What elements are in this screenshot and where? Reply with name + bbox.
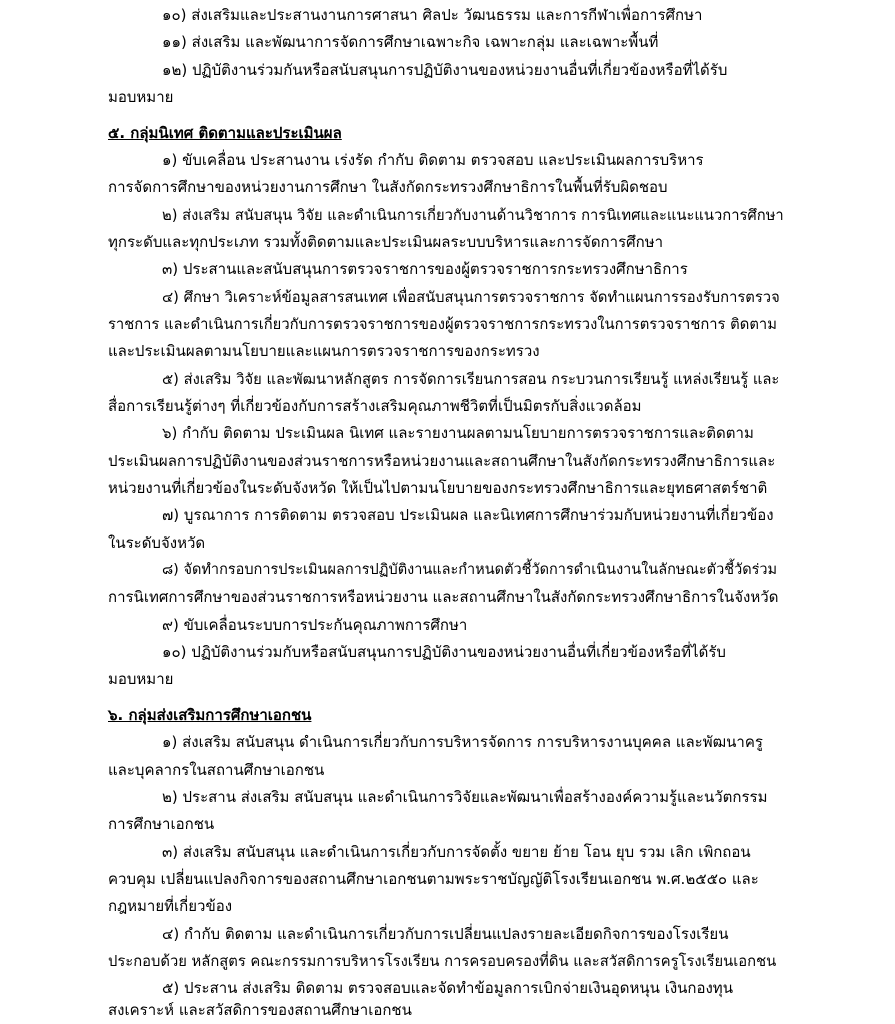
list-item-continuation: กฎหมายที่เกี่ยวข้อง bbox=[108, 897, 233, 915]
section-heading: ๕. กลุ่มนิเทศ ติดตามและประเมินผล bbox=[108, 124, 342, 142]
list-item: ๓) ส่งเสริม สนับสนุน และดำเนินการเกี่ยวกับการจัดตั้ง ขยาย ย้าย โอน ยุบ รวม เลิก เพิกถอน bbox=[162, 843, 751, 861]
list-item: ๔) กำกับ ติดตาม และดำเนินการเกี่ยวกับการเปลี่ยนแปลงรายละเอียดกิจการของโรงเรียน bbox=[162, 925, 729, 943]
list-item-continuation: ในระดับจังหวัด bbox=[108, 534, 206, 552]
list-item: ๕) ส่งเสริม วิจัย และพัฒนาหลักสูตร การจัดการเรียนการสอน กระบวนการเรียนรู้ แหล่งเรียนรู้ และ bbox=[162, 371, 780, 388]
list-item: ๑๐) ส่งเสริมและประสานงานการศาสนา ศิลปะ วัฒนธรรม และการกีฬาเพื่อการศึกษา bbox=[162, 6, 703, 24]
list-item-continuation: หน่วยงานที่เกี่ยวข้องในระดับจังหวัด ให้เป็นไปตามนโยบายของกระทรวงศึกษาธิการและยุทธศาสตร์ชาติ bbox=[108, 479, 768, 497]
list-item-continuation: ควบคุม เปลี่ยนแปลงกิจการของสถานศึกษาเอกชนตามพระราชบัญญัติโรงเรียนเอกชน พ.ศ.๒๕๕๐ และ bbox=[108, 870, 759, 888]
list-item-continuation: ทุกระดับและทุกประเภท รวมทั้งติดตามและประเมินผลระบบบริหารและการจัดการศึกษา bbox=[108, 233, 664, 251]
list-item-continuation: และประเมินผลตามนโยบายและแผนการตรวจราชการของกระทรวง bbox=[108, 342, 540, 360]
list-item: ๑๒) ปฏิบัติงานร่วมกันหรือสนับสนุนการปฏิบัติงานของหน่วยงานอื่นที่เกี่ยวข้องหรือที่ได้รับ bbox=[162, 61, 728, 79]
list-item: ๘) จัดทำกรอบการประเมินผลการปฏิบัติงานและกำหนดตัวชี้วัดการดำเนินงานในลักษณะตัวชี้วัดร่วม bbox=[162, 562, 778, 578]
list-item-continuation: สื่อการเรียนรู้ต่างๆ ที่เกี่ยวข้องกับการสร้างเสริมคุณภาพชีวิตที่เป็นมิตรกับสิ่งแวดล้อม bbox=[108, 397, 642, 415]
list-item-continuation: มอบหมาย bbox=[108, 88, 174, 106]
list-item: ๙) ขับเคลื่อนระบบการประกันคุณภาพการศึกษา bbox=[162, 616, 468, 634]
list-item: ๒) ประสาน ส่งเสริม สนับสนุน และดำเนินการวิจัยและพัฒนาเพื่อสร้างองค์ความรู้และนวัตกรรม bbox=[162, 788, 768, 806]
list-item-continuation: การศึกษาเอกชน bbox=[108, 815, 215, 833]
list-item: ๒) ส่งเสริม สนับสนุน วิจัย และดำเนินการเกี่ยวกับงานด้านวิชาการ การนิเทศและแนะแนวการศึกษา bbox=[162, 207, 784, 224]
list-item: ๑) ส่งเสริม สนับสนุน ดำเนินการเกี่ยวกับการบริหารจัดการ การบริหารงานบุคคล และพัฒนาครู bbox=[162, 733, 763, 751]
list-item-continuation: ประกอบด้วย หลักสูตร คณะกรรมการบริหารโรงเรียน การครอบครองที่ดิน และสวัสดิการครูโรงเรียนเอกชน bbox=[108, 953, 777, 970]
list-item-continuation: การนิเทศการศึกษาของส่วนราชการหรือหน่วยงาน และสถานศึกษาในสังกัดกระทรวงศึกษาธิการในจังหวัด bbox=[108, 588, 779, 606]
list-item: ๕) ประสาน ส่งเสริม ติดตาม ตรวจสอบและจัดทำข้อมูลการเบิกจ่ายเงินอุดหนุน เงินกองทุน bbox=[162, 979, 733, 997]
list-item-continuation: ราชการ และดำเนินการเกี่ยวกับการตรวจราชการของผู้ตรวจราชการกระทรวงในการตรวจราชการ ติดตาม bbox=[108, 316, 777, 333]
list-item: ๗) บูรณาการ การติดตาม ตรวจสอบ ประเมินผล และนิเทศการศึกษาร่วมกับหน่วยงานที่เกี่ยวข้อง bbox=[162, 506, 774, 524]
list-item: ๑) ขับเคลื่อน ประสานงาน เร่งรัด กำกับ ติดตาม ตรวจสอบ และประเมินผลการบริหาร bbox=[162, 151, 704, 169]
list-item-continuation: และบุคลากรในสถานศึกษาเอกชน bbox=[108, 761, 325, 779]
list-item-continuation: การจัดการศึกษาของหน่วยงานการศึกษา ในสังกัดกระทรวงศึกษาธิการในพื้นที่รับผิดชอบ bbox=[108, 178, 668, 196]
list-item: ๓) ประสานและสนับสนุนการตรวจราชการของผู้ตรวจราชการกระทรวงศึกษาธิการ bbox=[162, 260, 688, 278]
section-heading: ๖. กลุ่มส่งเสริมการศึกษาเอกชน bbox=[108, 706, 312, 724]
list-item-continuation: มอบหมาย bbox=[108, 670, 174, 688]
list-item: ๖) กำกับ ติดตาม ประเมินผล นิเทศ และรายงานผลตามนโยบายการตรวจราชการและติดตาม bbox=[162, 424, 754, 442]
list-item: ๑๐) ปฏิบัติงานร่วมกับหรือสนับสนุนการปฏิบัติงานของหน่วยงานอื่นที่เกี่ยวข้องหรือที่ได้รับ bbox=[162, 643, 726, 661]
list-item-continuation: สงเคราะห์ และสวัสดิการของสถานศึกษาเอกชน bbox=[108, 1001, 412, 1019]
list-item-continuation: ประเมินผลการปฏิบัติงานของส่วนราชการหรือหน่วยงานและสถานศึกษาในสังกัดกระทรวงศึกษาธิการและ bbox=[108, 452, 776, 470]
list-item: ๔) ศึกษา วิเคราะห์ข้อมูลสารสนเทศ เพื่อสนับสนุนการตรวจราชการ จัดทำแผนการรองรับการตรวจ bbox=[162, 289, 780, 306]
list-item: ๑๑) ส่งเสริม และพัฒนาการจัดการศึกษาเฉพาะกิจ เฉพาะกลุ่ม และเฉพาะพื้นที่ bbox=[162, 33, 659, 51]
